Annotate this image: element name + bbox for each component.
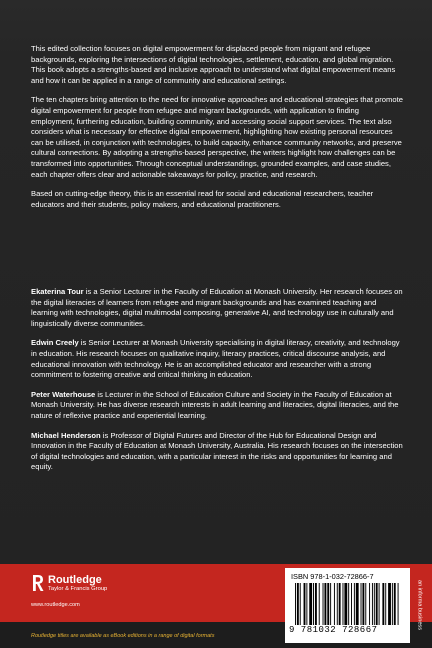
routledge-logo — [31, 574, 151, 614]
bio-edwin-creely — [31, 338, 403, 380]
bio-text: is Senior Lecturer at Monash University specialising in digital literacy, creativity, and technology in education. His research focuses on qualitative inquiry, literacy practices, critical discourse analysis, and educational innovation with technology. He is an accomplished educator and researcher with a strong commitment to fostering creative and critical thinking in education. — [31, 338, 400, 380]
informa-vertical-label — [414, 568, 424, 643]
barcode-bar — [339, 583, 341, 625]
bio-text: is Professor of Digital Futures and Director of the Hub for Educational Design and Innovation in the Faculty of Education at Monash University, Australia. His research focuses on the intersection of digital technologies and education, with a particular interest in the risks and opportunities for learning and equity. — [31, 430, 403, 472]
barcode-bar — [330, 583, 331, 625]
barcode-bar — [372, 583, 373, 625]
barcode-bar — [348, 583, 349, 625]
barcode-bar — [297, 583, 299, 625]
barcode-bar — [300, 583, 301, 625]
description-paragraph-2: The ten chapters bring attention to the need for innovative approaches and educational strategies that promote digital empowerment for people from refugee and migrant backgrounds, with application to finding employment, furthering education, building community, and accessing social support services. The text also considers what is necessary for effective digital empowerment, highlighting how existing personal resources can be utilised, in conjunction with technologies, to build capacity, enhance community networks, and preserve cultural connections. By adopting a strengths-based perspective, the writers highlight how challenges can be transformed into opportunities. Through conceptual understandings, grounded examples, and case studies, each chapter offers clear and actionable takeaways for policy, practice, and research. — [31, 95, 403, 179]
bio-peter-waterhouse — [31, 390, 403, 422]
barcode-digits: 9 781032 728667 — [289, 625, 378, 635]
bio-name: Michael Henderson — [31, 430, 101, 440]
barcode-bar — [306, 583, 307, 625]
barcode-bar — [324, 583, 326, 625]
ebook-note: Routledge titles are available as eBook editions in a range of digital formats — [31, 633, 215, 639]
bio-name: Ekaterina Tour — [31, 287, 84, 296]
barcode-bar — [354, 583, 355, 625]
routledge-r-icon — [31, 574, 45, 592]
barcode-bar — [365, 583, 366, 625]
barcode-bar — [385, 583, 386, 625]
barcode-bar — [334, 583, 335, 625]
barcode-bar — [319, 583, 320, 625]
barcode-bar — [361, 583, 362, 625]
description-paragraph-3: Based on cutting-edge theory, this is an essential read for social and educational researchers, teacher educators and their students, policy makers, and educational practitioners. — [31, 189, 374, 209]
barcode-bar — [327, 583, 329, 625]
bio-michael-henderson — [31, 431, 403, 473]
isbn-barcode-box — [285, 568, 410, 643]
barcode-bar — [304, 583, 306, 625]
publisher-url: www.routledge.com — [31, 602, 80, 608]
barcode-bar — [313, 583, 314, 625]
bio-text: is a Senior Lecturer in the Faculty of Education at Monash University. Her research focuses on the digital literacies of learners from refugee and migrant backgrounds and has examined teaching and learning with technologies, digital multimodal composing, generative AI, and technology use in culturally and linguistically diverse communities. — [31, 287, 403, 328]
barcode-bar — [369, 583, 370, 625]
barcode-bar — [398, 583, 399, 625]
barcode-bar — [337, 583, 338, 625]
author-bios — [31, 287, 403, 482]
barcode-bar — [343, 583, 344, 625]
bio-text: is Lecturer in the School of Education Culture and Society in the Faculty of Education at Monash University. He has diverse research interests in adult learning and literacies, digital literacies, and the nature of reflexive practice and experiential learning. — [31, 389, 399, 420]
barcode-bar — [323, 583, 324, 625]
publisher-name: Routledge — [48, 574, 102, 586]
barcode-bar — [376, 583, 378, 625]
barcode-bar — [394, 583, 396, 625]
bio-ekaterina-tour — [31, 287, 403, 329]
barcode-bar — [392, 583, 393, 625]
barcode-bar — [362, 583, 364, 625]
barcode-bar — [379, 583, 380, 625]
barcode-bar — [388, 583, 391, 625]
barcode-bar — [309, 583, 312, 625]
isbn-label: ISBN 978-1-032-72866-7 — [291, 572, 374, 581]
informa-text: an informa business — [416, 579, 423, 631]
barcode-bar — [295, 583, 296, 625]
bio-name: Peter Waterhouse — [31, 389, 96, 399]
barcode-bar — [374, 583, 375, 625]
bio-name: Edwin Creely — [31, 338, 79, 348]
publisher-group: Taylor & Francis Group — [48, 586, 108, 592]
barcode-bar — [315, 583, 317, 625]
barcode-bar — [351, 583, 352, 625]
book-description — [31, 44, 403, 219]
barcode-bar — [356, 583, 359, 625]
barcode — [293, 583, 403, 627]
barcode-bar — [382, 583, 384, 625]
description-paragraph-1: This edited collection focuses on digital empowerment for displaced people from migrant and refugee backgrounds, exploring the intersections of digital technologies, settlement, education, and global migration. This book adopts a strengths-based and inclusive approach to understand what digital empowerment means and how it can be applied in a range of community and educational settings. — [31, 44, 396, 85]
barcode-bar — [344, 583, 347, 625]
